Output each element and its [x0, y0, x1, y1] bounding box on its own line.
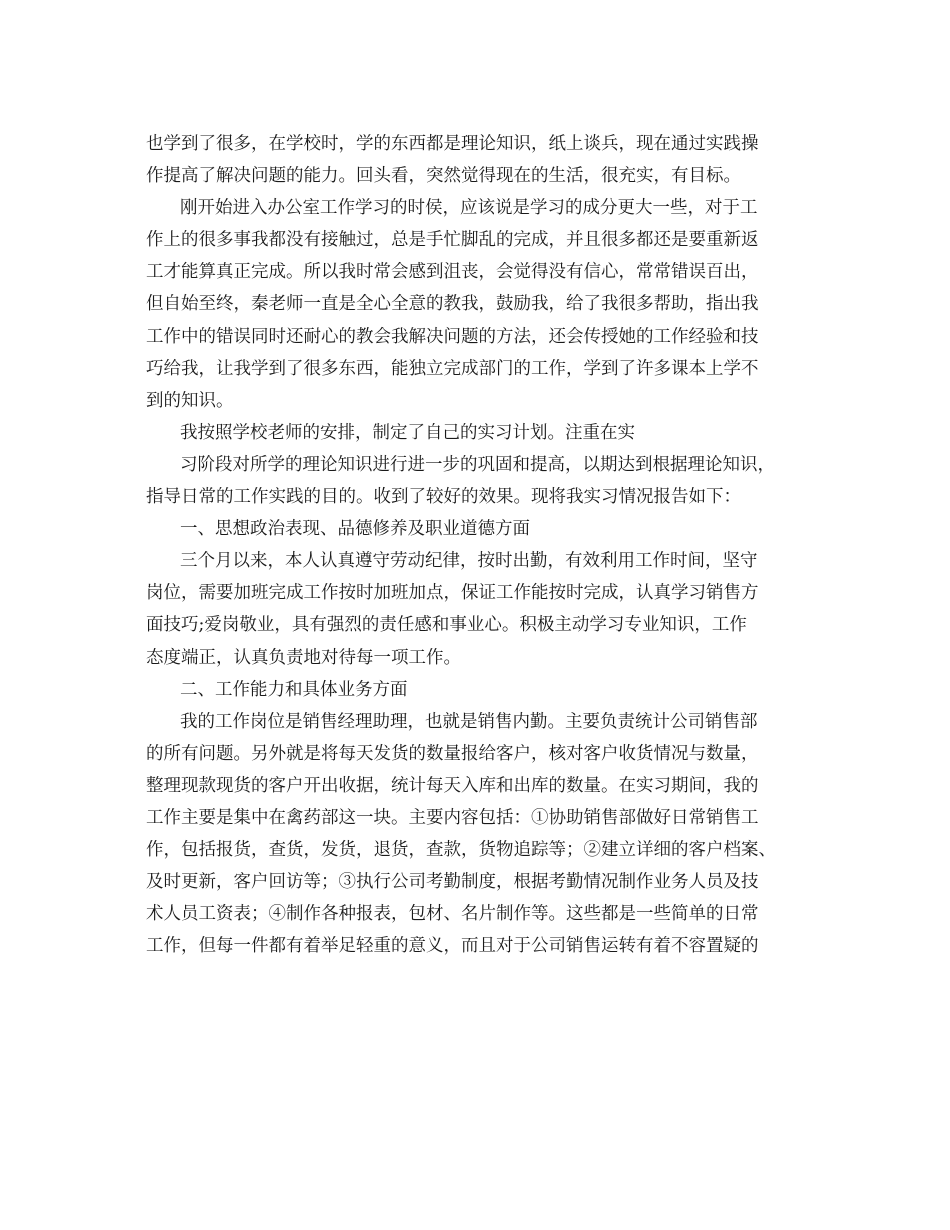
text-line: 一、思想政治表现、品德修养及职业道德方面 — [180, 519, 530, 540]
text-line: 三个月以来，本人认真遵守劳动纪律，按时出勤，有效利用工作时间，坚守 — [180, 551, 758, 572]
text-line: 二、工作能力和具体业务方面 — [180, 679, 408, 700]
text-line: 指导日常的工作实践的目的。收到了较好的效果。现将我实习情况报告如下： — [146, 487, 741, 508]
text-line: 工作中的错误同时还耐心的教会我解决问题的方法，还会传授她的工作经验和技 — [146, 326, 759, 347]
text-line: 岗位，需要加班完成工作按时加班加点，保证工作能按时完成，认真学习销售方 — [146, 583, 759, 604]
text-line: 习阶段对所学的理论知识进行进一步的巩固和提高，以期达到根据理论知识， — [180, 454, 775, 475]
text-line: 术人员工资表；④制作各种报表，包材、名片制作等。这些都是一些简单的日常 — [146, 904, 759, 925]
text-line: 我按照学校老师的安排，制定了自己的实习计划。注重在实 — [180, 422, 635, 443]
text-line: 作上的很多事我都没有接触过，总是手忙脚乱的完成，并且很多都还是要重新返 — [146, 230, 759, 251]
text-line: 面技巧;爱岗敬业，具有强烈的责任感和事业心。积极主动学习专业知识，工作 — [146, 615, 747, 636]
text-line: 到的知识。 — [146, 390, 234, 411]
text-line: 工作主要是集中在禽药部这一块。主要内容包括：①协助销售部做好日常销售工 — [146, 807, 759, 828]
text-line: 但自始至终，秦老师一直是全心全意的教我，鼓励我，给了我很多帮助，指出我 — [146, 294, 759, 315]
text-line: 工才能算真正完成。所以我时常会感到沮丧，会觉得没有信心，常常错误百出， — [146, 262, 759, 283]
text-line: 的所有问题。另外就是将每天发货的数量报给客户，核对客户收货情况与数量， — [146, 743, 759, 764]
text-line: 整理现款现货的客户开出收据，统计每天入库和出库的数量。在实习期间，我的 — [146, 775, 759, 796]
text-line: 巧给我，让我学到了很多东西，能独立完成部门的工作，学到了许多课本上学不 — [146, 358, 759, 379]
text-line: 我的工作岗位是销售经理助理，也就是销售内勤。主要负责统计公司销售部 — [180, 711, 758, 732]
text-line: 作提高了解决问题的能力。回头看，突然觉得现在的生活，很充实，有目标。 — [146, 166, 741, 187]
text-line: 态度端正，认真负责地对待每一项工作。 — [146, 647, 461, 668]
text-line: 及时更新，客户回访等；③执行公司考勤制度，根据考勤情况制作业务人员及技 — [146, 872, 759, 893]
text-line: 刚开始进入办公室工作学习的时侯，应该说是学习的成分更大一些，对于工 — [180, 198, 758, 219]
document-body — [146, 128, 816, 962]
text-line: 也学到了很多，在学校时，学的东西都是理论知识，纸上谈兵，现在通过实践操 — [146, 134, 759, 154]
text-line: 工作，但每一件都有着举足轻重的意义，而且对于公司销售运转有着不容置疑的 — [146, 936, 759, 957]
text-line: 作，包括报货，查货，发货，退货，查款，货物追踪等；②建立详细的客户档案、 — [146, 840, 776, 861]
